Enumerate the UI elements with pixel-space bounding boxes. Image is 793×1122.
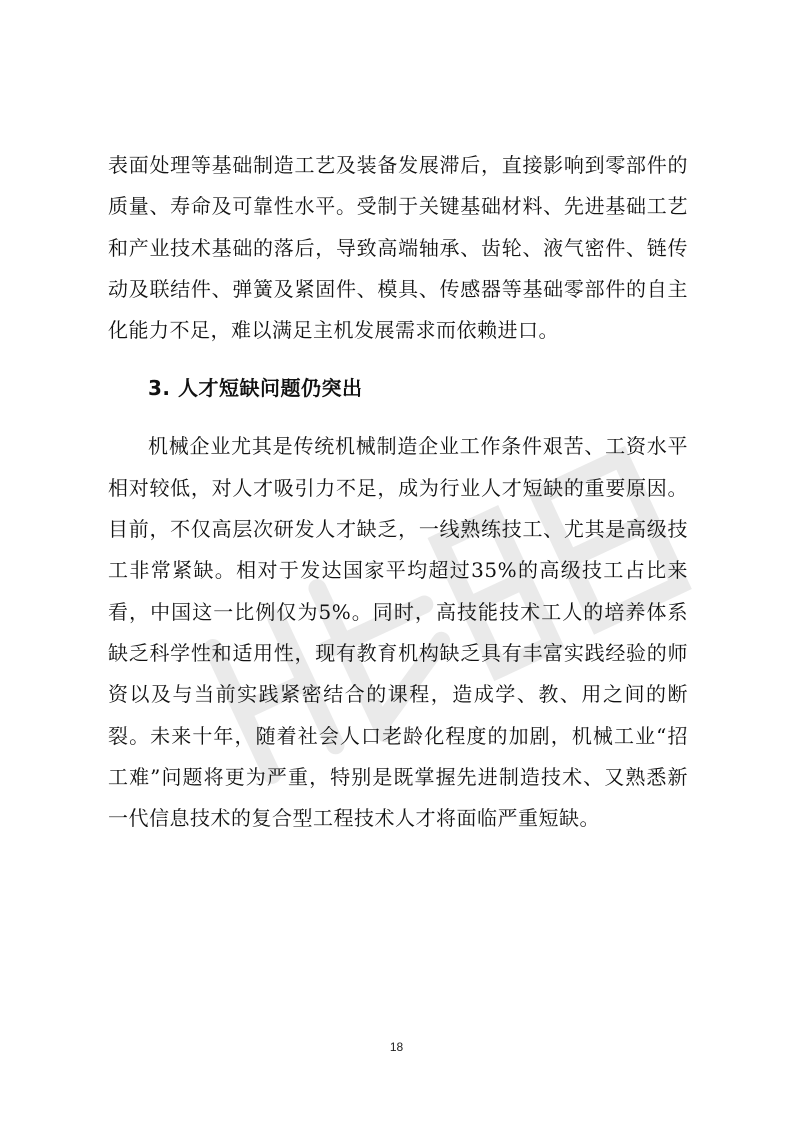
body-paragraph: 表面处理等基础制造工艺及装备发展滞后，直接影响到零部件的质量、寿命及可靠性水平。受制于关键基础材料、先进基础工艺和产业技术基础的落后，导致高端轴承、齿轮、液气密件、链传动及联结件、弹簧及紧固件、模具、传感器等基础零部件的自主化能力不足，难以满足主机发展需求而依赖进口。 bbox=[108, 153, 688, 343]
document-body bbox=[108, 145, 688, 839]
section-heading: 3. 人才短缺问题仍突出 bbox=[148, 376, 363, 401]
page-number: 18 bbox=[389, 1040, 404, 1054]
section-paragraph: 机械企业尤其是传统机械制造企业工作条件艰苦、工资水平相对较低，对人才吸引力不足，成为行业人才短缺的重要原因。目前，不仅高层次研发人才缺乏，一线熟练技工、尤其是高级技工非常紧缺。相对于发达国家平均超过35%的高级技工占比来看，中国这一比例仅为5%。同时，高技能技术工人的培养体系缺乏科学性和适用性，现有教育机构缺乏具有丰富实践经验的师资以及与当前实践紧密结合的课程，造成学、教、用之间的断裂。未来十年，随着社会人口老龄化程度的加剧，机械工业“招工难”问题将更为严重，特别是既掌握先进制造技术、又熟悉新一代信息技术的复合型工程技术人才将面临严重短缺。 bbox=[108, 434, 688, 831]
